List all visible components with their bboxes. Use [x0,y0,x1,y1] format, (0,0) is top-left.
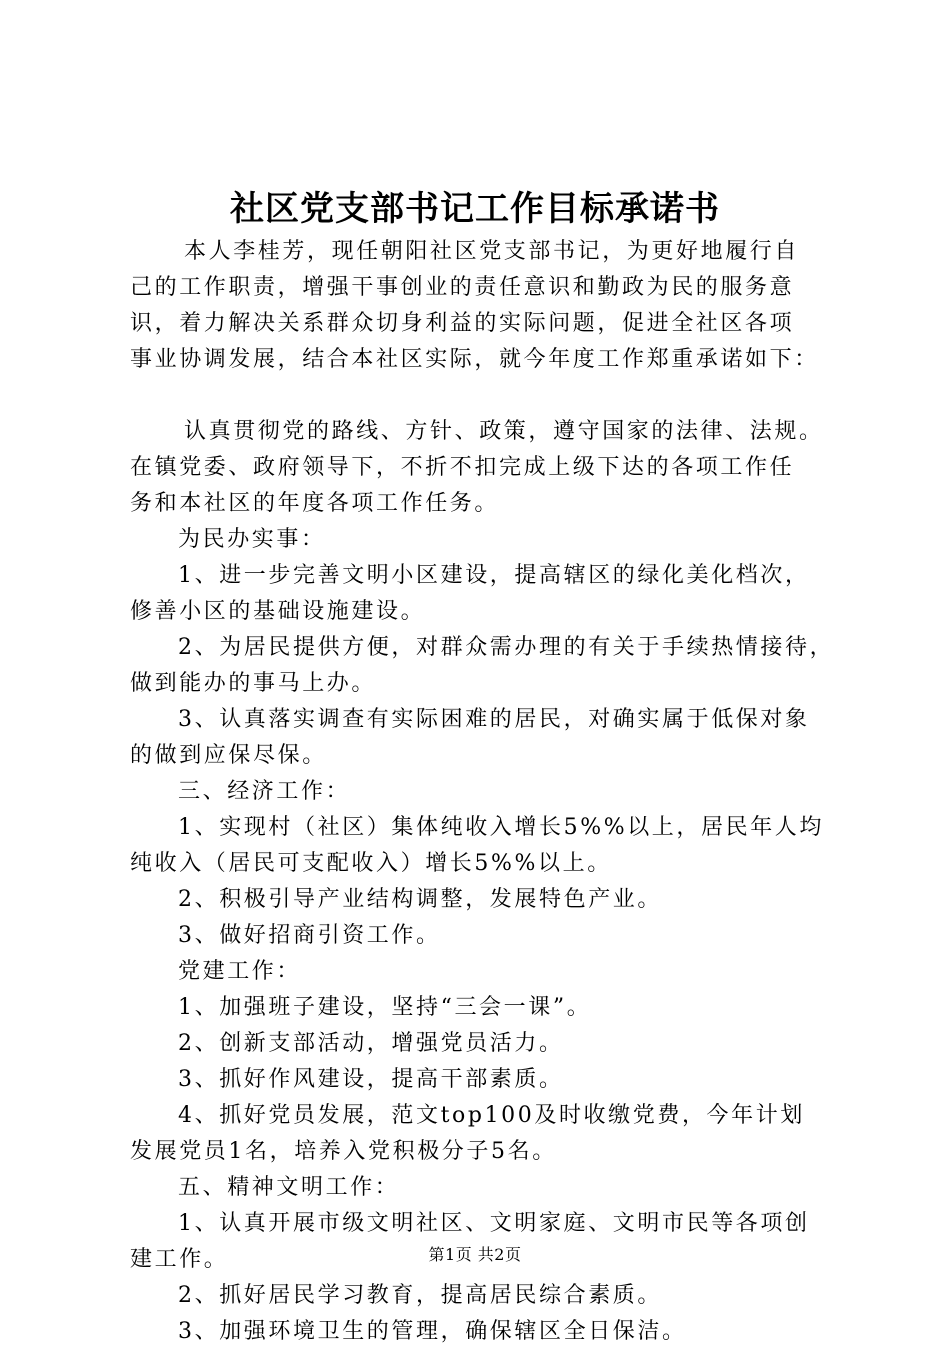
paragraph-line: 识，着力解决关系群众切身利益的实际问题，促进全社区各项 [130,311,795,336]
paragraph-line: 2、抓好居民学习教育，提高居民综合素质。 [178,1283,662,1308]
paragraph-line: 3、认真落实调查有实际困难的居民，对确实属于低保对象 [178,707,810,732]
paragraph-line: 建工作。 [130,1247,229,1272]
paragraph-line: 1、加强班子建设，坚持“三会一课”。 [178,995,592,1020]
paragraph-line: 2、创新支部活动，增强党员活力。 [178,1031,564,1056]
paragraph-line: 认真贯彻党的路线、方针、政策，遵守国家的法律、法规。 [184,419,824,444]
paragraph-line: 3、加强环境卫生的管理，确保辖区全日保洁。 [178,1319,687,1344]
paragraph-line: 4、抓好党员发展，范文top100及时收缴党费，今年计划 [178,1103,805,1128]
paragraph-line: 事业协调发展，结合本社区实际，就今年度工作郑重承诺如下： [130,347,819,372]
paragraph-line: 的做到应保尽保。 [130,743,327,768]
paragraph-line: 3、抓好作风建设，提高干部素质。 [178,1067,564,1092]
paragraph-line: 己的工作职责，增强干事创业的责任意识和勤政为民的服务意 [130,275,795,300]
paragraph-line: 纯收入（居民可支配收入）增长5%%以上。 [130,851,612,876]
paragraph-line: 2、积极引导产业结构调整，发展特色产业。 [178,887,662,912]
paragraph-line: 2、为居民提供方便，对群众需办理的有关于手续热情接待， [178,635,835,660]
paragraph-line: 1、实现村（社区）集体纯收入增长5%%以上，居民年人均 [178,815,825,840]
paragraph-line: 在镇党委、政府领导下，不折不扣完成上级下达的各项工作任 [130,455,795,480]
paragraph-line: 务和本社区的年度各项工作任务。 [130,491,500,516]
section-heading: 党建工作： [178,959,302,984]
paragraph-line: 修善小区的基础设施建设。 [130,599,426,624]
blank-line [130,378,830,414]
section-heading: 为民办实事： [178,527,326,552]
document-body [130,234,835,1350]
paragraph-line: 本人李桂芳，现任朝阳社区党支部书记，为更好地履行自 [184,239,800,264]
paragraph-line: 3、做好招商引资工作。 [178,923,441,948]
paragraph-line: 做到能办的事马上办。 [130,671,377,696]
paragraph-line: 1、进一步完善文明小区建设，提高辖区的绿化美化档次， [178,563,810,588]
paragraph-line: 发展党员1名，培养入党积极分子5名。 [130,1139,557,1164]
section-heading: 三、经济工作： [178,779,351,804]
paragraph-line: 1、认真开展市级文明社区、文明家庭、文明市民等各项创 [178,1211,810,1236]
document-title: 社区党支部书记工作目标承诺书 [230,189,720,229]
section-heading: 五、精神文明工作： [178,1175,400,1200]
page-footer: 第1页 共2页 [428,1245,522,1264]
